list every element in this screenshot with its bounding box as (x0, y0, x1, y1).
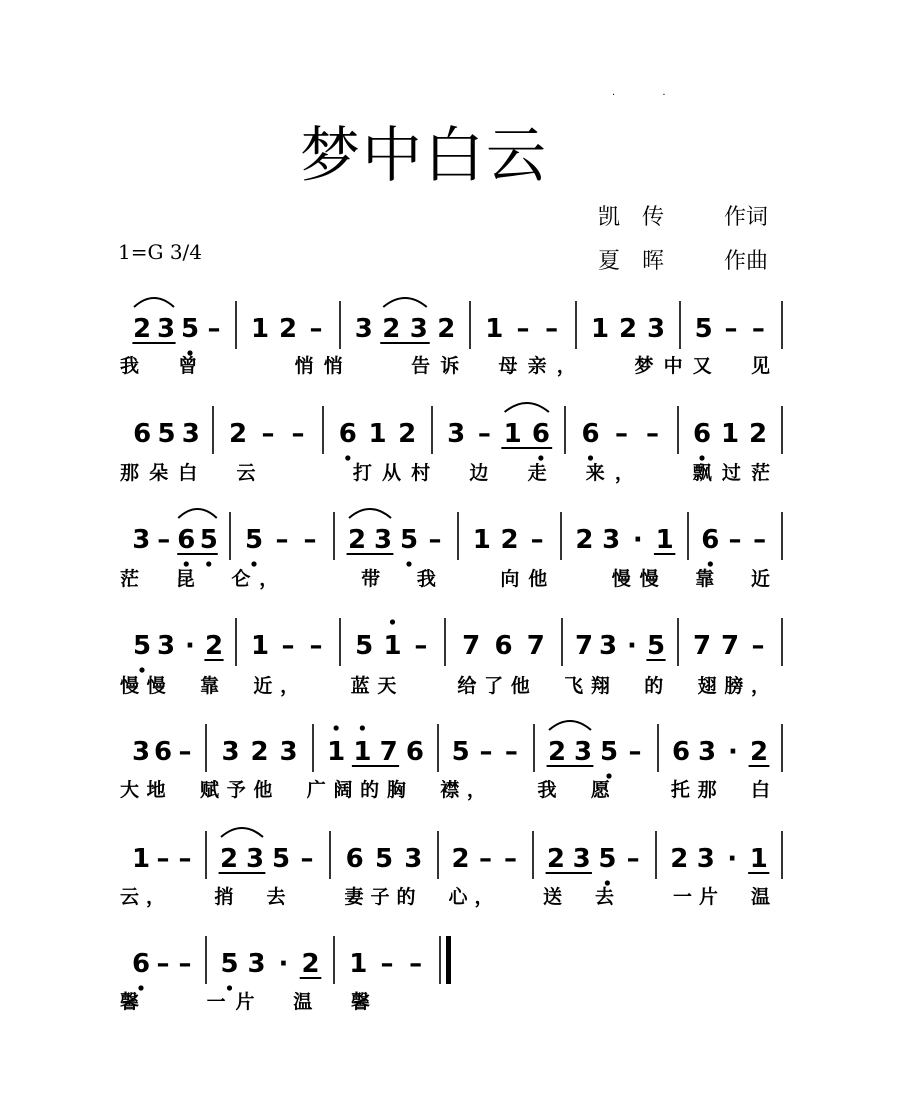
dash: – (753, 525, 767, 555)
dash: – (545, 314, 559, 344)
note: 1 (327, 737, 346, 767)
note: 2 (132, 314, 152, 344)
note: 5 (244, 525, 264, 555)
note: 6 (131, 949, 151, 979)
dot: · (278, 949, 289, 979)
low-octave-dot (588, 455, 593, 460)
high-octave-dot (360, 725, 365, 730)
note: 7 (526, 631, 545, 661)
slur (383, 298, 427, 307)
note: 3 (221, 737, 240, 767)
note: 2 (546, 844, 565, 874)
note: 3 (354, 314, 373, 344)
note: 5 (374, 844, 394, 874)
note: 2 (451, 844, 470, 874)
low-octave-dot (605, 880, 610, 885)
dash: – (728, 525, 742, 555)
slur (134, 298, 174, 307)
slur (349, 509, 391, 518)
note: 1 (353, 737, 372, 767)
note: 2 (500, 525, 519, 555)
note: 6 (531, 419, 550, 449)
note: 3 (447, 419, 466, 449)
slur (549, 721, 591, 730)
note: 5 (199, 525, 218, 555)
note: 6 (345, 844, 364, 874)
note: 1 (131, 844, 151, 874)
dash: – (414, 631, 428, 661)
lyric-line: 慢慢 靠 近， 蓝天 给了他 飞翔 的 翅膀， (120, 675, 770, 697)
note: 3 (404, 844, 423, 874)
dash: – (504, 737, 518, 767)
dash: – (156, 844, 170, 874)
low-octave-dot (184, 561, 189, 566)
dash: – (479, 844, 492, 874)
note: 2 (204, 631, 224, 661)
note: 2 (547, 737, 567, 767)
note: 3 (409, 314, 428, 344)
note: 6 (701, 525, 720, 555)
note: 1 (250, 314, 270, 344)
low-octave-dot (251, 561, 256, 566)
note: 6 (494, 631, 513, 661)
note: 6 (153, 737, 173, 767)
dash: – (504, 844, 517, 874)
dash: – (178, 844, 192, 874)
note: 6 (133, 419, 152, 449)
dash: – (751, 631, 765, 661)
dot: · (727, 844, 738, 874)
note: 5 (399, 525, 419, 555)
note: 5 (599, 737, 619, 767)
note: 1 (250, 631, 270, 661)
note: 5 (451, 737, 470, 767)
dash: – (477, 419, 491, 449)
dash: – (516, 314, 530, 344)
note: 2 (575, 525, 594, 555)
note: 3 (132, 525, 151, 555)
note: 7 (462, 631, 481, 661)
low-octave-dot (606, 773, 611, 778)
high-octave-dot (334, 725, 339, 730)
dash: – (291, 419, 305, 449)
note: 2 (382, 314, 401, 344)
note: 2 (437, 314, 456, 344)
note: 3 (245, 844, 265, 874)
key-signature: 1=G 3/4 (118, 240, 203, 264)
dash: – (615, 419, 628, 449)
dash: – (207, 314, 221, 344)
composer-name: 夏 晖 (598, 249, 665, 274)
note: 3 (373, 525, 393, 555)
high-octave-dot (390, 619, 395, 624)
note: 3 (247, 949, 266, 979)
note: 3 (156, 314, 176, 344)
note: 2 (749, 737, 769, 767)
note: 2 (347, 525, 367, 555)
dash: – (281, 631, 295, 661)
note: 5 (220, 949, 239, 979)
note: 6 (581, 419, 600, 449)
note: 1 (383, 631, 402, 661)
note: 3 (131, 737, 151, 767)
note: 5 (694, 314, 713, 344)
note: 1 (590, 314, 610, 344)
note: 6 (405, 737, 424, 767)
note: 6 (177, 525, 196, 555)
note: 6 (671, 737, 691, 767)
note: 1 (349, 949, 368, 979)
low-octave-dot (708, 561, 713, 566)
note: 5 (180, 314, 200, 344)
low-octave-dot (227, 985, 232, 990)
note: 2 (748, 419, 768, 449)
note: 1 (368, 419, 387, 449)
note: 2 (250, 737, 269, 767)
dot: · (185, 631, 195, 661)
note: 3 (156, 631, 176, 661)
note: 3 (696, 844, 715, 874)
dash: – (428, 525, 442, 555)
note: 2 (278, 314, 298, 344)
note: 7 (574, 631, 594, 661)
note: 7 (720, 631, 740, 661)
note: 2 (219, 844, 239, 874)
dash: – (309, 631, 323, 661)
dash: – (178, 949, 192, 979)
low-octave-dot (138, 985, 143, 990)
note: 2 (228, 419, 248, 449)
dash: – (261, 419, 275, 449)
dash: – (626, 844, 640, 874)
dot: · (627, 631, 637, 661)
note: 3 (697, 737, 717, 767)
dash: – (409, 949, 423, 979)
dash: – (530, 525, 544, 555)
low-octave-dot (699, 455, 704, 460)
low-octave-dot (406, 561, 411, 566)
note: 2 (670, 844, 689, 874)
dot: · (632, 525, 643, 555)
note: 1 (503, 419, 522, 449)
note: 6 (692, 419, 712, 449)
dash: – (157, 525, 171, 555)
score-title: 梦中白云 (300, 121, 548, 191)
note: 2 (301, 949, 320, 979)
lyric-line: 茫 昆 仑， 带 我 向他 慢慢 靠 近 (120, 568, 770, 590)
note: 5 (157, 419, 176, 449)
note: 2 (398, 419, 417, 449)
final-bar (446, 936, 451, 984)
note: 5 (132, 631, 152, 661)
lyricist-name: 凯 传 (598, 205, 665, 230)
note: 1 (472, 525, 491, 555)
corner-dots: · · (612, 90, 688, 101)
low-octave-dot (345, 455, 350, 460)
note: 3 (602, 525, 621, 555)
lyric-line: 那朵白 云 打从村 边 走 来， 飘过茫 (120, 462, 771, 484)
low-octave-dot (206, 561, 211, 566)
lyric-line: 云， 捎 去 妻子的 心， 送 去 一片 温 (120, 886, 770, 908)
lyric-line: 大地 赋予他 广阔的胸 襟， 我 愿 托那 白 (120, 779, 770, 801)
dash: – (724, 314, 738, 344)
slur (505, 403, 549, 412)
low-octave-dot (139, 667, 144, 672)
dash: – (156, 949, 170, 979)
dash: – (380, 949, 394, 979)
note: 6 (338, 419, 357, 449)
dash: – (309, 314, 323, 344)
dash: – (479, 737, 493, 767)
note: 3 (573, 737, 593, 767)
dash: – (628, 737, 642, 767)
note: 3 (572, 844, 591, 874)
note: 1 (749, 844, 768, 874)
composer-role: 作曲 (724, 249, 769, 274)
note: 5 (355, 631, 374, 661)
note: 1 (720, 419, 740, 449)
lyric-line: 我 曾 悄悄 告诉 母亲， 梦中又 见 (120, 355, 771, 377)
slur (221, 828, 263, 837)
dash: – (751, 314, 765, 344)
lyric-line: 馨 一片 温 馨 (120, 991, 370, 1013)
note: 2 (618, 314, 638, 344)
note: 5 (598, 844, 617, 874)
dash: – (275, 525, 289, 555)
note: 7 (692, 631, 712, 661)
lyricist-role: 作词 (724, 205, 769, 230)
note: 3 (646, 314, 666, 344)
note: 5 (271, 844, 291, 874)
note: 3 (279, 737, 298, 767)
note: 3 (598, 631, 618, 661)
note: 1 (485, 314, 504, 344)
dash: – (646, 419, 659, 449)
slur (178, 509, 217, 518)
dash: – (303, 525, 317, 555)
dot: · (728, 737, 738, 767)
note: 3 (181, 419, 200, 449)
note: 5 (646, 631, 666, 661)
dash: – (300, 844, 314, 874)
dash: – (178, 737, 192, 767)
note: 1 (655, 525, 674, 555)
low-octave-dot (538, 455, 543, 460)
note: 7 (379, 737, 398, 767)
